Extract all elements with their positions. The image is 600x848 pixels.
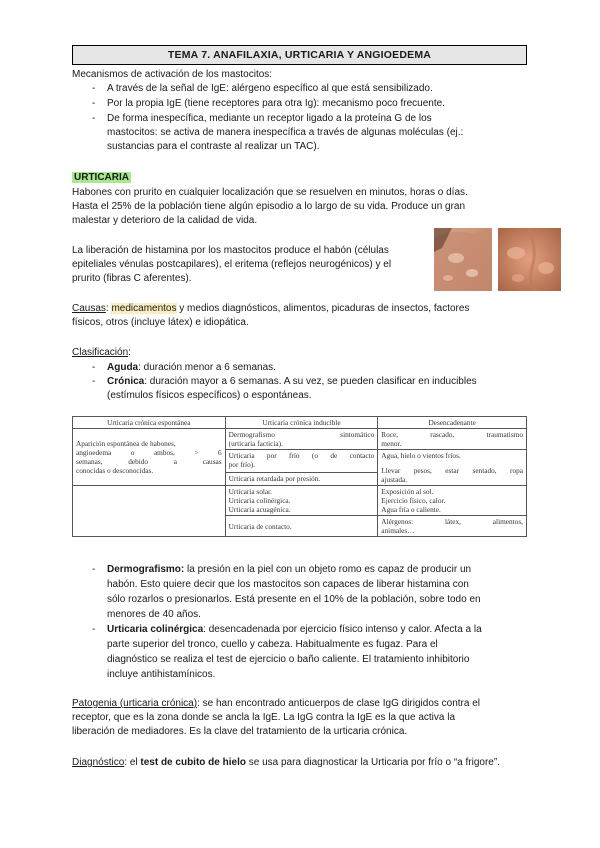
urticaria-intro: Hasta el 25% de la población tiene algún episodio a lo largo de su vida. Produce un gran: [72, 201, 466, 212]
mechanism-item: Por la propia IgE (tiene receptores para otra Ig): mecanismo poco frecuente.: [107, 98, 445, 109]
inducible-cell: Dermografismo sintomático (urticaria facticia).: [225, 429, 378, 450]
cholinergic-text-cont: incluye antihistamínicos.: [107, 669, 216, 680]
cholinergic-text-cont: parte superior del tronco, cuello y cabeza. Habitualmente es fugaz. Para el: [107, 639, 438, 650]
pathogenesis-label: Patogenia (urticaria crónica): [72, 698, 198, 709]
mechanism-item-cont: sustancias para el contraste al realizar un TAC).: [107, 141, 320, 152]
diagnosis-line: Diagnóstico: el test de cubito de hielo se usa para diagnosticar la Urticaria por frío o “a frigore”.: [72, 757, 500, 768]
dermographism-text-cont: menores de 40 años.: [107, 609, 201, 620]
histamine-text: prurito (fibras C aferentes).: [72, 273, 192, 284]
causes-label: Causas: [72, 303, 106, 314]
bullet-dash: -: [92, 83, 96, 94]
mechanism-item: De forma inespecífica, mediante un receptor ligado a la proteína G de los: [107, 113, 432, 124]
table-row: [73, 486, 527, 516]
diagnosis-label: Diagnóstico: [72, 757, 125, 768]
dermographism-text-cont: habón. Esto quiere decir que los mastocitos son capaces de liberar histamina con: [107, 579, 469, 590]
pathogenesis-line-cont: liberación de mediadores. Es la clave del tratamiento de la urticaria crónica.: [72, 726, 408, 737]
cholinergic-text-cont: diagnóstico se realiza el test de ejercicio o baño caliente. El tratamiento inhibitorio: [107, 654, 470, 665]
classification-item-acute: Aguda: duración menor a 6 semanas.: [107, 362, 276, 373]
histamine-text: La liberación de histamina por los mastocitos produce el habón (células: [72, 245, 389, 256]
page-title: TEMA 7. ANAFILAXIA, URTICARIA Y ANGIOEDEMA: [72, 45, 527, 65]
classification-heading: Clasificación:: [72, 347, 131, 358]
mechanisms-heading: Mecanismos de activación de los mastocitos:: [72, 69, 273, 80]
trigger-cell: Agua, hielo o vientos fríos. Llevar pesos, estar sentado, ropa ajustada.: [378, 450, 527, 486]
spontaneous-cell-empty: [73, 486, 226, 537]
bullet-dash: -: [92, 624, 96, 635]
histamine-text: epiteliales vénulas postcapilares), el eritema (reflejos neurogénicos) y el: [72, 259, 392, 270]
table-row: [73, 429, 527, 450]
bullet-dash: -: [92, 362, 96, 373]
bullet-dash: -: [92, 113, 96, 124]
spontaneous-cell: Aparición espontánea de habones, angioedema o ambos, > 6 semanas, debido a causas conocidas o desconocidas.: [73, 429, 226, 486]
dermographism-text-cont: sólo rozarlos o presionarlos. Está presente en el 10% de la población, sobre todo en: [107, 594, 481, 605]
causes-line: Causas: medicamentos y medios diagnósticos, alimentos, picaduras de insectos, factores: [72, 303, 470, 314]
urticaria-classification-table: [72, 416, 527, 537]
mechanism-item-cont: mastocitos: se activa de manera inespecífica a través de algunas moléculas (ej.:: [107, 127, 464, 138]
causes-highlight: medicamentos: [111, 303, 177, 314]
bullet-dash: -: [92, 376, 96, 387]
inducible-cell: Urticaria por frío (o de contacto por frío).: [225, 450, 378, 473]
cholinergic-text: Urticaria colinérgica: desencadenada por ejercicio físico intenso y calor. Afecta a la: [107, 624, 482, 635]
bullet-dash: -: [92, 564, 96, 575]
trigger-cell: Alérgenos: látex, alimentos, animales…: [378, 516, 527, 537]
inducible-cell: Urticaria de contacto.: [225, 516, 378, 537]
section-heading-urticaria: URTICARIA: [74, 172, 129, 183]
classification-item-chronic: Crónica: duración mayor a 6 semanas. A su vez, se pueden clasificar en inducibles: [107, 376, 477, 387]
dermographism-text: Dermografismo: la presión en la piel con un objeto romo es capaz de producir un: [107, 564, 472, 575]
classification-item-chronic-cont: (estímulos físicos específicos) o espontáneas.: [107, 390, 312, 401]
bullet-dash: -: [92, 98, 96, 109]
table-header-row: [73, 417, 527, 429]
skin-photo-wheals: [434, 228, 492, 291]
table-header: Desencadenante: [378, 417, 527, 429]
table-header: Urticaria crónica espontánea: [73, 417, 226, 429]
inducible-cell: Urticaria retardada por presión.: [225, 472, 378, 485]
urticaria-intro: malestar y deterioro de la calidad de vida.: [72, 215, 258, 226]
trigger-cell: Roce, rascado, traumatismo menor.: [378, 429, 527, 450]
causes-line-2: físicos, otros (incluye látex) e idiopática.: [72, 317, 249, 328]
pathogenesis-line: Patogenia (urticaria crónica): se han encontrado anticuerpos de clase IgG dirigidos contra el: [72, 698, 481, 709]
mechanism-item: A través de la señal de IgE: alérgeno específico al que está sensibilizado.: [107, 83, 433, 94]
trigger-cell: Exposición al sol. Ejercicio físico, calor. Agua fría o caliente.: [378, 486, 527, 516]
inducible-cell: Urticaria solar. Urticaria colinérgica. Urticaria acuagénica.: [225, 486, 378, 516]
skin-photo-erythema: [498, 228, 561, 291]
pathogenesis-line-cont: receptor, que es la zona donde se ancla la IgE. La IgG contra la IgE es la que activa la: [72, 712, 456, 723]
table-header: Urticaria crónica inducible: [225, 417, 378, 429]
urticaria-intro: Habones con prurito en cualquier localización que se resuelven en minutos, horas o días.: [72, 187, 468, 198]
